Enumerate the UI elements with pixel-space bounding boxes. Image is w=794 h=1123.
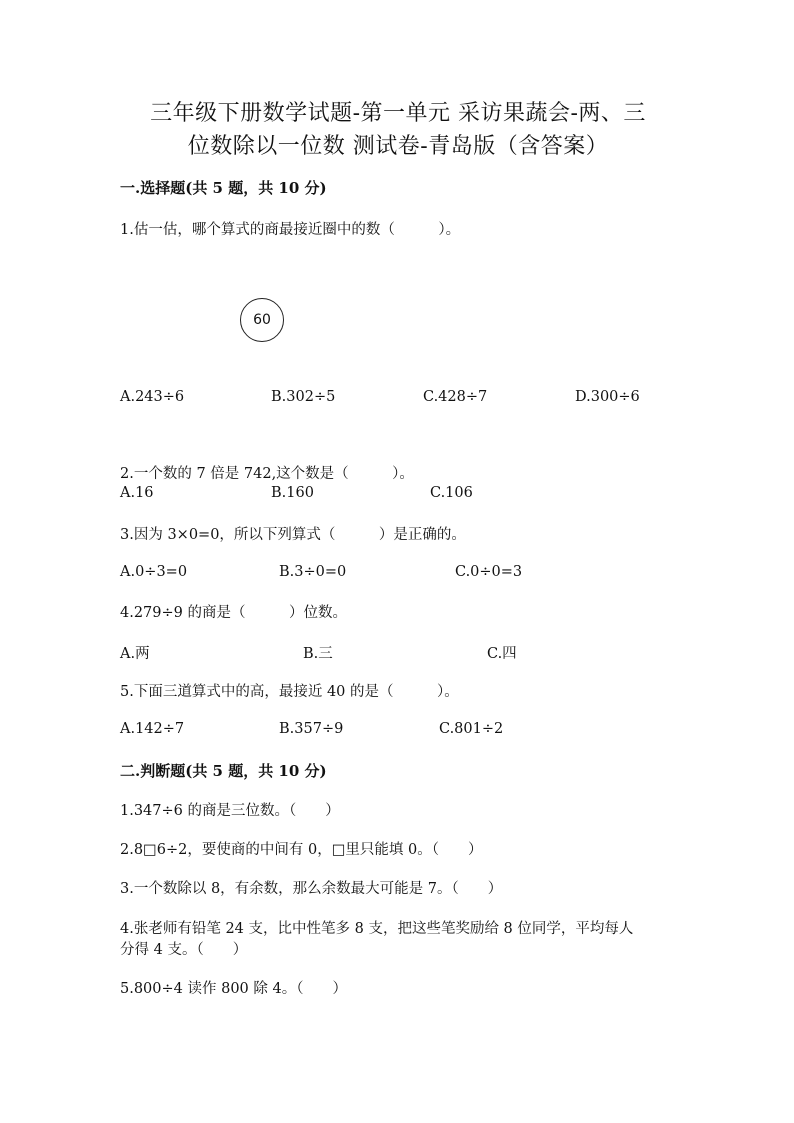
q3-option-c: C.0÷0=3 — [455, 564, 523, 580]
q2-option-b: B.160 — [271, 485, 314, 501]
q4-option-a: A.两 — [120, 646, 150, 662]
question-3: 3.因为 3×0=0，所以下列算式（ ）是正确的。 — [120, 527, 466, 543]
question-1: 1.估一估，哪个算式的商最接近圈中的数（ ）。 — [120, 222, 461, 238]
page-title-line2: 位数除以一位数 测试卷-青岛版（含答案） — [187, 134, 609, 159]
question-4: 4.279÷9 的商是（ ）位数。 — [120, 605, 347, 621]
q3-option-a: A.0÷3=0 — [120, 564, 188, 580]
judgement-4-line2: 分得 4 支。（ ） — [120, 942, 248, 958]
q4-option-b: B.三 — [303, 646, 333, 662]
judgement-4-line1: 4.张老师有铅笔 24 支，比中性笔多 8 支，把这些笔奖励给 8 位同学，平均每人 — [120, 921, 634, 937]
judgement-3: 3.一个数除以 8，有余数，那么余数最大可能是 7。（ ） — [120, 881, 503, 897]
q2-option-a: A.16 — [120, 485, 154, 501]
judgement-2: 2.8□6÷2，要使商的中间有 0，□里只能填 0。（ ） — [120, 842, 483, 858]
q5-option-c: C.801÷2 — [439, 721, 504, 737]
q5-option-b: B.357÷9 — [279, 721, 344, 737]
judgement-1: 1.347÷6 的商是三位数。（ ） — [120, 803, 340, 819]
q3-option-b: B.3÷0=0 — [279, 564, 347, 580]
q1-option-c: C.428÷7 — [423, 389, 488, 405]
page-title-line1: 三年级下册数学试题-第一单元 采访果蔬会-两、三 — [150, 101, 646, 126]
circled-number: 60 — [240, 298, 284, 342]
question-2: 2.一个数的 7 倍是 742,这个数是（ ）。 — [120, 466, 414, 482]
q1-option-b: B.302÷5 — [271, 389, 336, 405]
section-heading-choice: 一.选择题(共 5 题，共 10 分) — [120, 179, 327, 197]
question-5: 5.下面三道算式中的高，最接近 40 的是（ ）。 — [120, 684, 459, 700]
q1-option-a: A.243÷6 — [120, 389, 185, 405]
q5-option-a: A.142÷7 — [120, 721, 185, 737]
q2-option-c: C.106 — [430, 485, 473, 501]
section-heading-judgement: 二.判断题(共 5 题，共 10 分) — [120, 762, 327, 780]
q4-option-c: C.四 — [487, 646, 517, 662]
q1-option-d: D.300÷6 — [575, 389, 640, 405]
judgement-5: 5.800÷4 读作 800 除 4。（ ） — [120, 981, 347, 997]
